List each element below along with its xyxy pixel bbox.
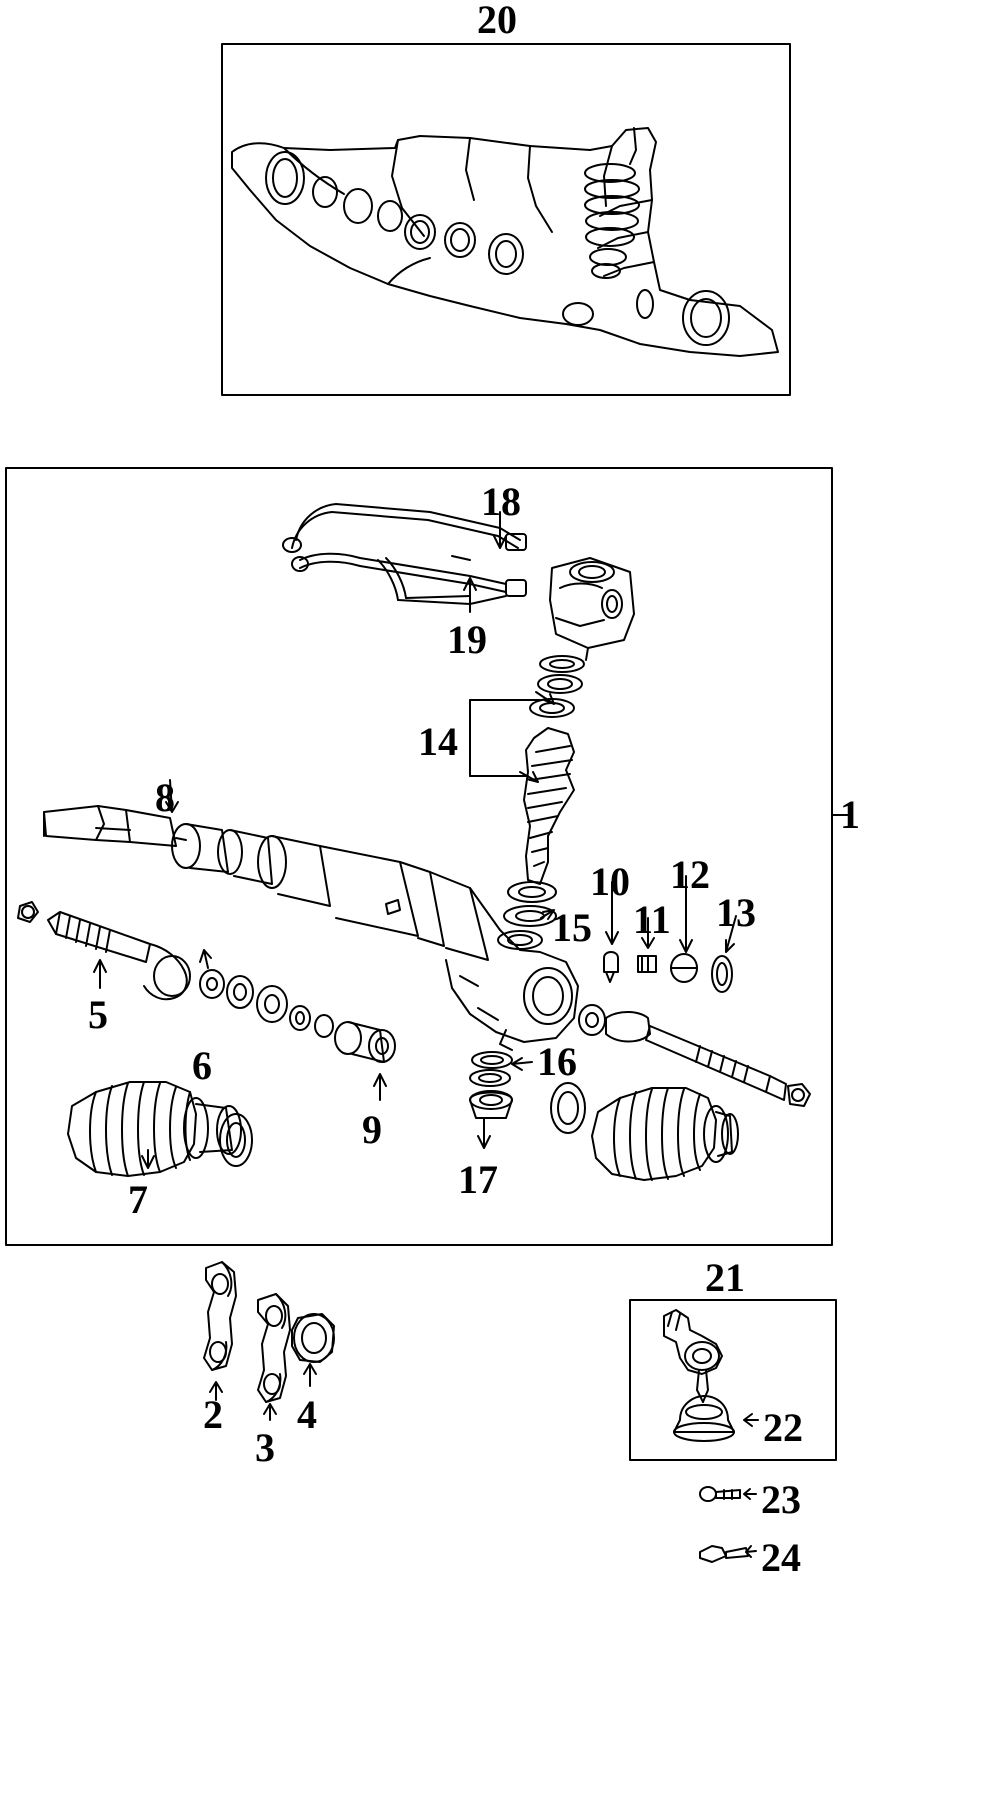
callout-17: 17 (458, 1157, 498, 1202)
cotter-pin-and-bolt (700, 1487, 756, 1562)
callout-12: 12 (670, 852, 710, 897)
callout-5: 5 (88, 992, 108, 1037)
callout-2: 2 (203, 1392, 223, 1437)
callout-10: 10 (590, 859, 630, 904)
callout-4: 4 (297, 1392, 317, 1437)
callout-3: 3 (255, 1425, 275, 1470)
callout-14: 14 (418, 719, 458, 764)
callout-15: 15 (552, 905, 592, 950)
callout-1: 1 (840, 792, 860, 837)
callout-16: 16 (537, 1039, 577, 1084)
callout-9: 9 (362, 1107, 382, 1152)
callout-7: 7 (128, 1177, 148, 1222)
callout-19: 19 (447, 617, 487, 662)
callout-20: 20 (477, 0, 517, 42)
callout-23: 23 (761, 1477, 801, 1522)
callout-8: 8 (155, 775, 175, 820)
panel-21-frame (630, 1300, 836, 1460)
callout-13: 13 (716, 890, 756, 935)
callout-18: 18 (481, 479, 521, 524)
callout-24: 24 (761, 1535, 801, 1580)
callout-21: 21 (705, 1255, 745, 1300)
callout-22: 22 (763, 1405, 803, 1450)
panel-20-frame (222, 44, 790, 395)
callout-6: 6 (192, 1043, 212, 1088)
callout-11: 11 (633, 897, 671, 942)
